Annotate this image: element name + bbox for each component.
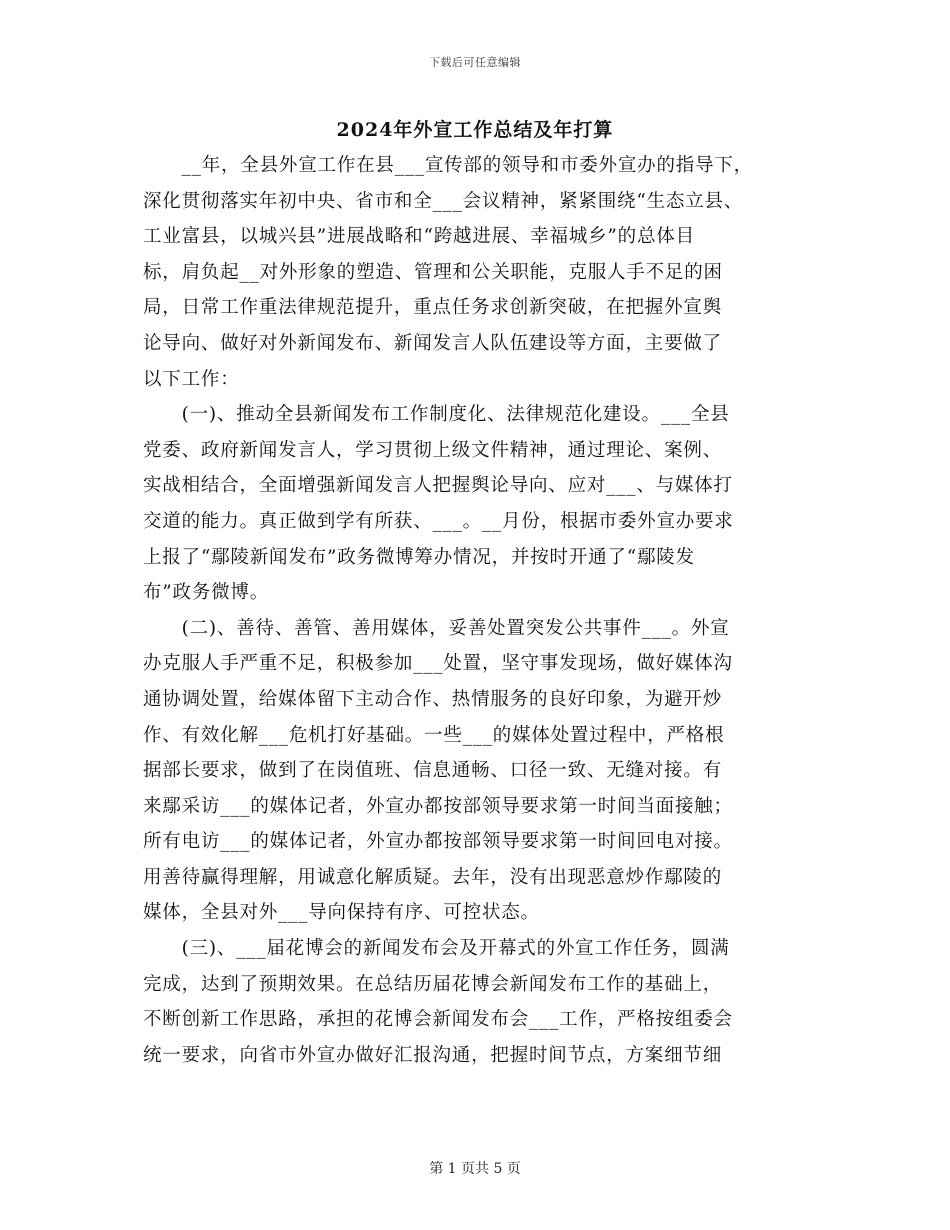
body-line: 局，日常工作重法律规范提升，重点任务求创新突破，在把握外宣舆 xyxy=(143,297,723,319)
body-line: 布”政务微博。 xyxy=(143,582,270,604)
body-line: 交道的能力。真正做到学有所获、___。__月份，根据市委外宣办要求 xyxy=(143,510,734,532)
body-line: 以下工作： xyxy=(143,368,240,390)
body-line: 不断创新工作思路，承担的花博会新闻发布会___工作，严格按组委会 xyxy=(143,1009,733,1031)
body-line: __年，全县外宣工作在县___宣传部的领导和市委外宣办的指导下， xyxy=(143,155,753,176)
body-line: 上报了“鄢陵新闻发布”政务微博筹办情况，并按时开通了“鄢陵发 xyxy=(143,546,695,568)
body-line: 工业富县，以城兴县”进展战略和“跨越进展、幸福城乡”的总体目 xyxy=(143,226,695,248)
body-line: 媒体，全县对外___导向保持有序、可控状态。 xyxy=(143,902,540,924)
body-line: 用善待赢得理解，用诚意化解质疑。去年，没有出现恶意炒作鄢陵的 xyxy=(143,866,723,888)
body-line: 深化贯彻落实年初中央、省市和全___会议精神，紧紧围绕“生态立县、 xyxy=(143,190,744,212)
document-body xyxy=(143,148,813,1073)
body-line: 统一要求，向省市外宣办做好汇报沟通，把握时间节点，方案细节细 xyxy=(143,1044,723,1066)
body-line: 标，肩负起__对外形象的塑造、管理和公关职能，克服人手不足的困 xyxy=(143,261,723,283)
body-line: 据部长要求，做到了在岗值班、信息通畅、口径一致、无缝对接。有 xyxy=(143,760,723,782)
document-title: 2024年外宣工作总结及年打算 xyxy=(336,119,614,141)
page-footer: 第 1 页共 5 页 xyxy=(429,1161,521,1177)
body-line: 实战相结合，全面增强新闻发言人把握舆论导向、应对___、与媒体打 xyxy=(143,475,733,497)
body-line: 党委、政府新闻发言人，学习贯彻上级文件精神，通过理论、案例、 xyxy=(143,439,723,461)
body-line: 作、有效化解___危机打好基础。一些___的媒体处置过程中，严格根 xyxy=(143,724,725,746)
body-line: 完成，达到了预期效果。在总结历届花博会新闻发布工作的基础上， xyxy=(143,973,723,995)
body-line: (一)、推动全县新闻发布工作制度化、法律规范化建设。___全县 xyxy=(143,404,730,426)
body-line: 通协调处置，给媒体留下主动合作、热情服务的良好印象，为避开炒 xyxy=(143,688,723,710)
body-line: 来鄢采访___的媒体记者，外宣办都按部领导要求第一时间当面接触； xyxy=(143,795,733,817)
body-line: (二)、善待、善管、善用媒体，妥善处置突发公共事件___。外宣 xyxy=(143,617,730,639)
body-line: 办克服人手严重不足，积极参加___处置，坚守事发现场，做好媒体沟 xyxy=(143,653,733,675)
header-note: 下载后可任意编辑 xyxy=(429,56,521,69)
body-line: 论导向、做好对外新闻发布、新闻发言人队伍建设等方面，主要做了 xyxy=(143,332,723,354)
body-line: (三)、___届花博会的新闻发布会及开幕式的外宣工作任务，圆满 xyxy=(143,938,730,960)
body-line: 所有电访___的媒体记者，外宣办都按部领导要求第一时间回电对接。 xyxy=(143,831,733,853)
